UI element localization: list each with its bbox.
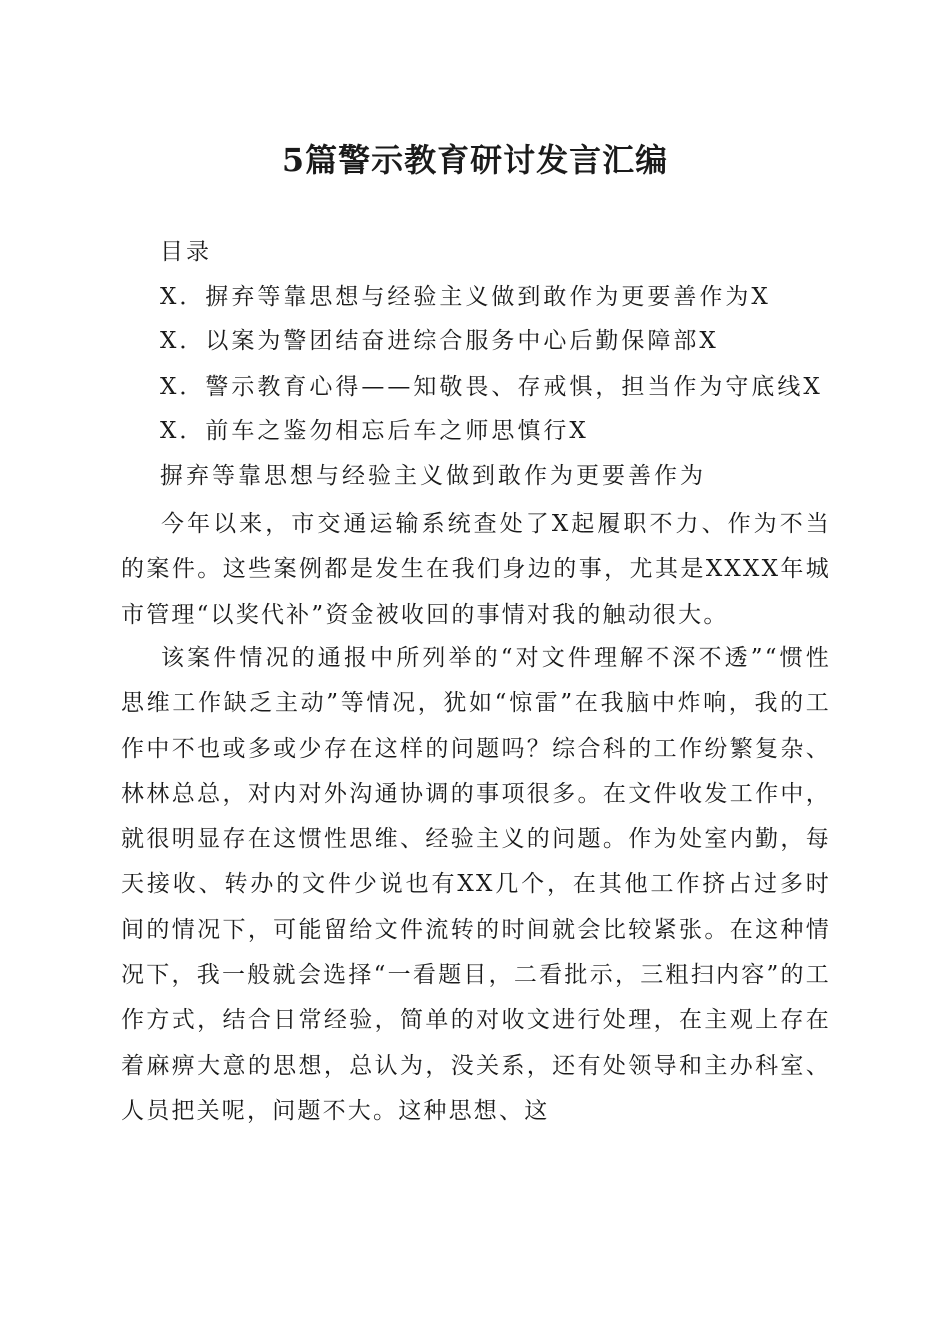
- toc-item: X．前车之鉴勿相忘后车之师思慎行X: [160, 418, 589, 444]
- toc-item: X．警示教育心得——知敬畏、存戒惧，担当作为守底线X: [160, 374, 823, 400]
- toc-item: X．摒弃等靠思想与经验主义做到敢作为更要善作为X: [160, 284, 771, 310]
- body-paragraph: 该案件情况的通报中所列举的“对文件理解不深不透”“惯性思维工作缺乏主动”等情况，犹如“惊雷”在我脑中炸响，我的工作中不也或多或少存在这样的问题吗？综合科的工作纷繁复杂、林林总总，对内对外沟通协调的事项很多。在文件收发工作中，就很明显存在这惯性思维、经验主义的问题。作为处室内勤，每天接收、转办的文件少说也有XX几个，在其他工作挤占过多时间的情况下，可能留给文件流转的时间就会比较紧张。在这种情况下，我一般就会选择“一看题目，二看批示，三粗扫内容”的工作方式，结合日常经验，简单的对收文进行处理，在主观上存在着麻痹大意的思想，总认为，没关系，还有处领导和主办科室、人员把关呢，问题不大。这种思想、这: [121, 645, 831, 1124]
- toc-item: X．以案为警团结奋进综合服务中心后勤保障部X: [160, 328, 719, 354]
- document-title: 5篇警示教育研讨发言汇编: [281, 141, 669, 179]
- body-paragraph: 今年以来，市交通运输系统查处了X起履职不力、作为不当的案件。这些案例都是发生在我们身边的事，尤其是XXXX年城市管理“以奖代补”资金被收回的事情对我的触动很大。: [121, 511, 831, 628]
- section-title: 摒弃等靠思想与经验主义做到敢作为更要善作为: [160, 463, 706, 489]
- toc-label: 目录: [160, 239, 212, 265]
